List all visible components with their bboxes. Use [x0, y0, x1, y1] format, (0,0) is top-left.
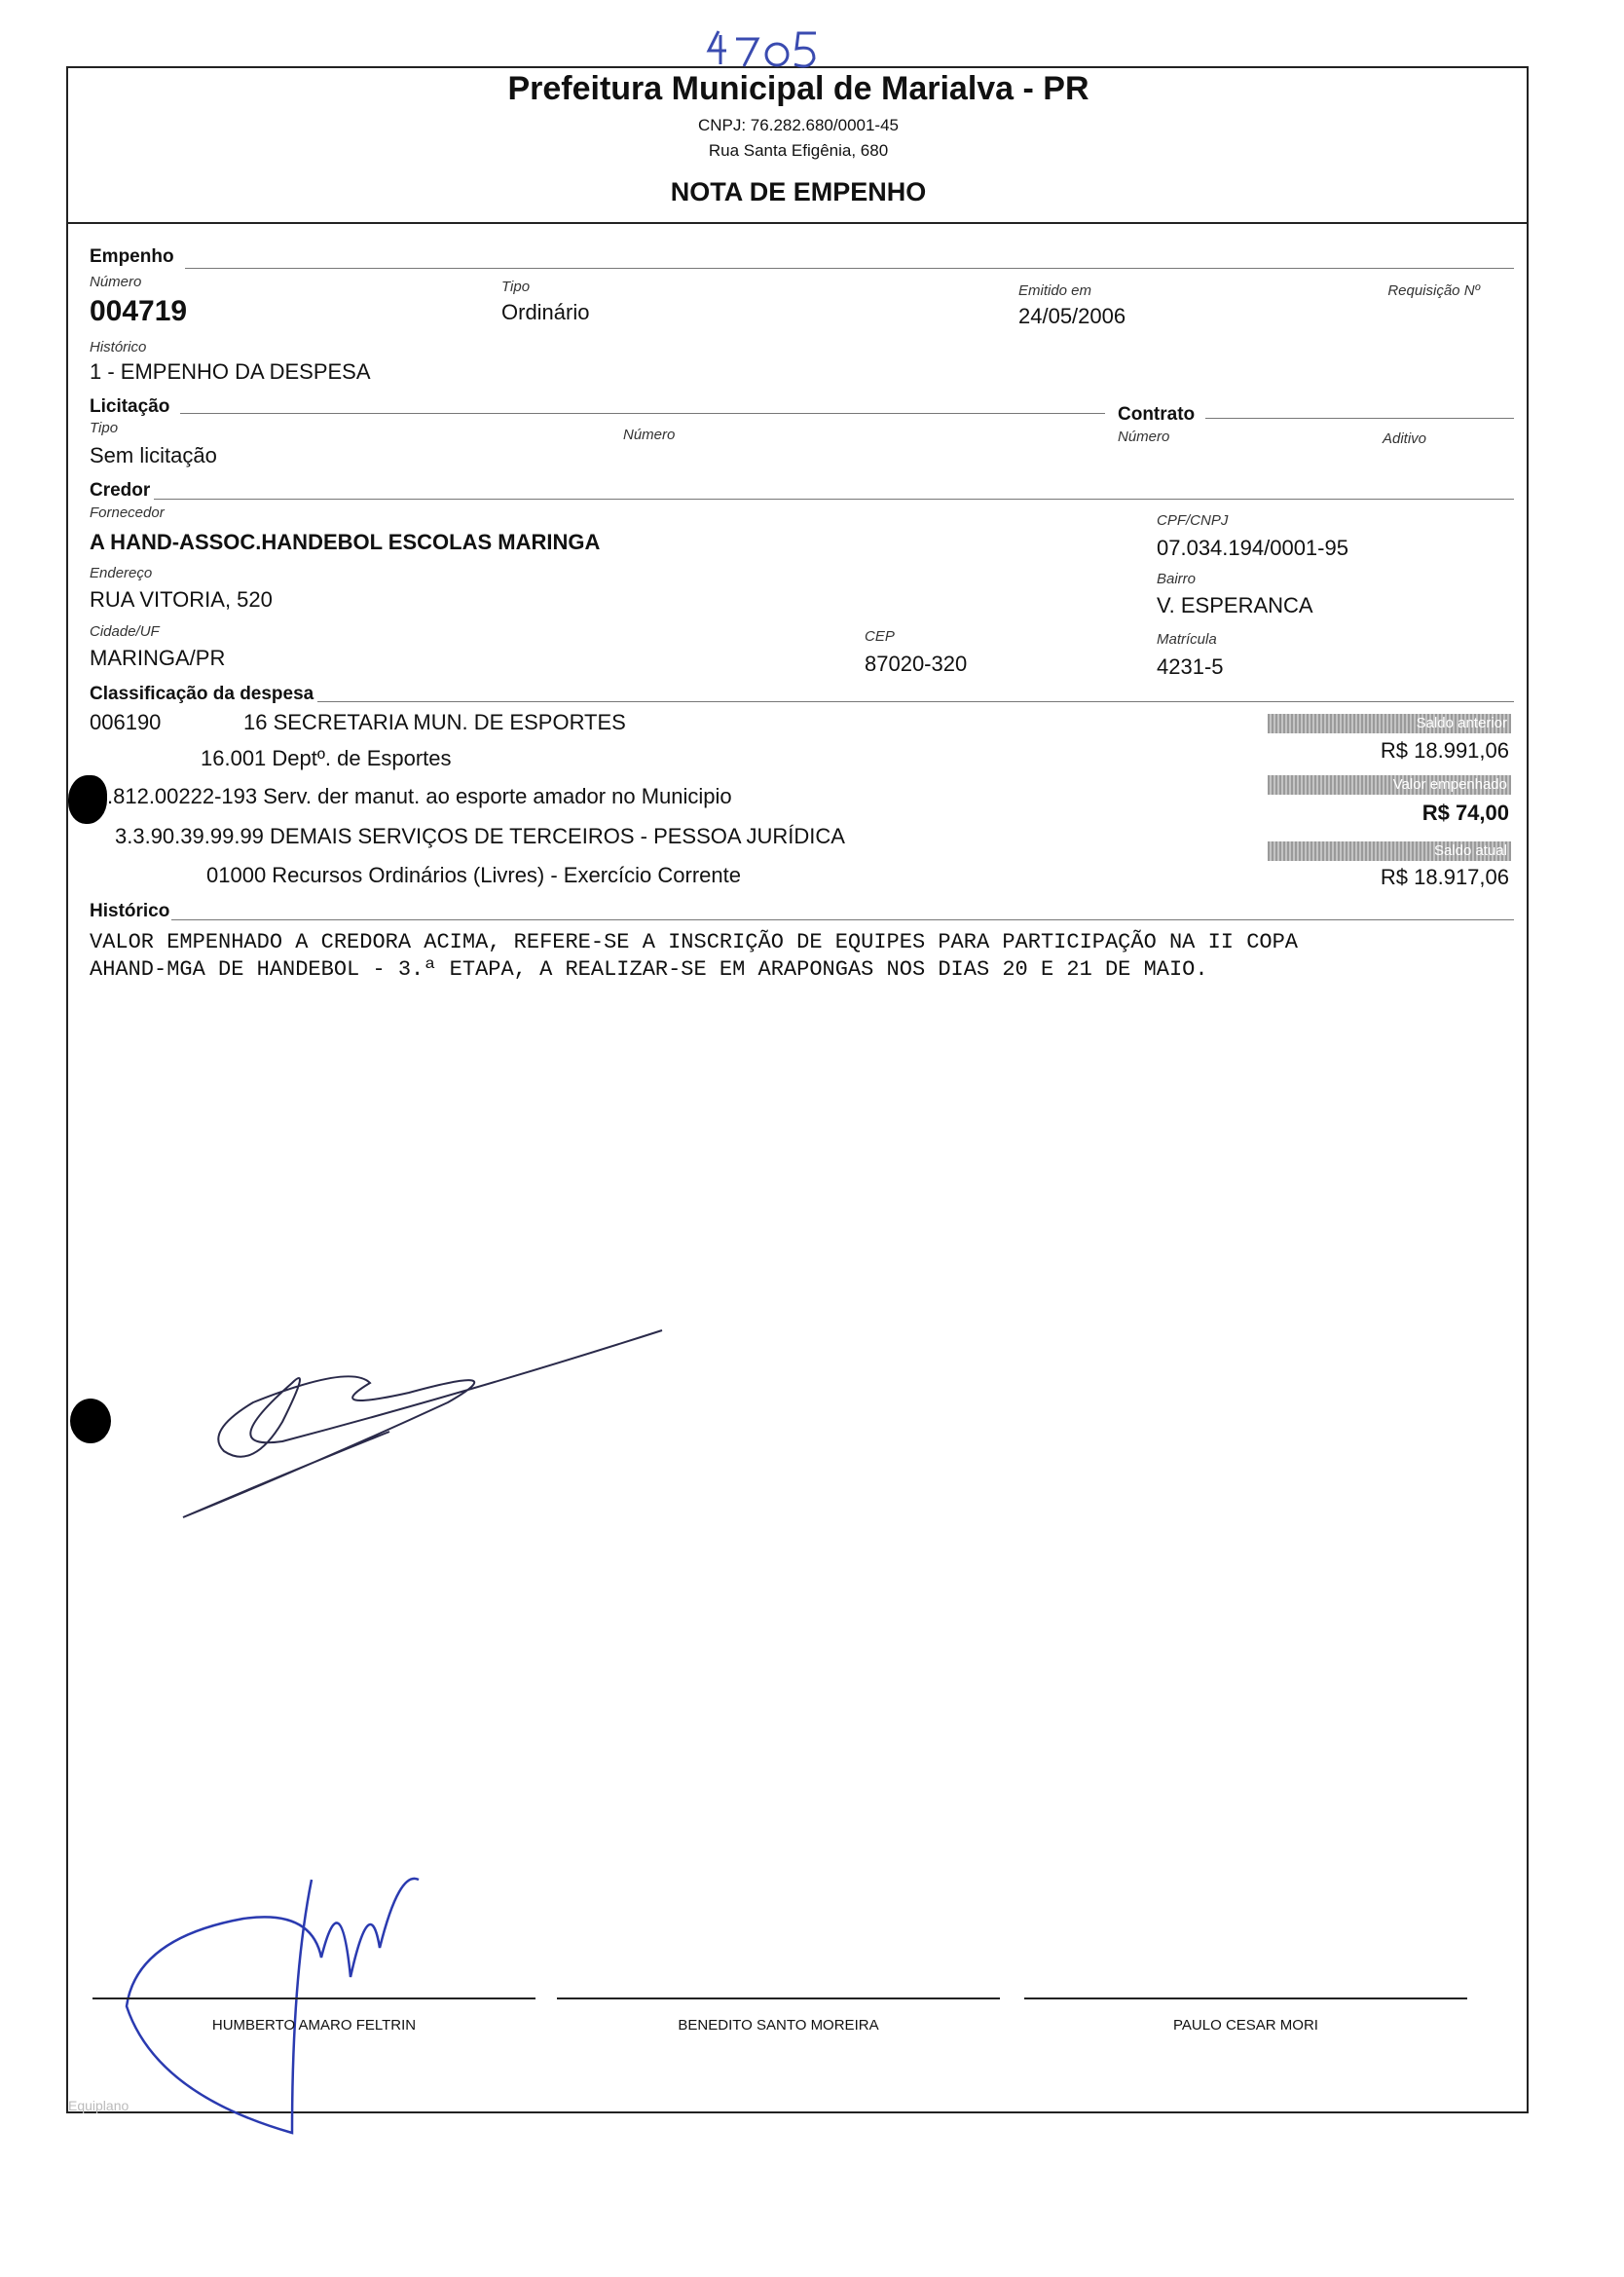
empenho-historico-label: Histórico: [90, 339, 147, 355]
licitacao-section-label: Licitação: [90, 396, 170, 417]
bairro-label: Bairro: [1157, 571, 1197, 587]
empenho-rule: [185, 268, 1514, 269]
classificacao-line2: 16.001 Deptº. de Esportes: [201, 746, 452, 770]
endereco-label: Endereço: [90, 565, 153, 581]
signatory-3: PAULO CESAR MORI: [1173, 2017, 1318, 2034]
cep-value: 87020-320: [865, 652, 968, 676]
header-divider: [66, 222, 1529, 224]
contrato-aditivo-label: Aditivo: [1383, 430, 1427, 447]
licitacao-rule: [180, 413, 1105, 414]
document-title: NOTA DE EMPENHO: [670, 177, 927, 206]
classificacao-line1: 16 SECRETARIA MUN. DE ESPORTES: [243, 710, 626, 734]
bairro-value: V. ESPERANCA: [1157, 593, 1313, 617]
punch-hole-mark: [68, 775, 107, 824]
licitacao-tipo-label: Tipo: [90, 420, 119, 436]
footer-mark: Equiplano: [68, 2098, 129, 2113]
address-line: Rua Santa Efigênia, 680: [708, 141, 889, 160]
empenho-numero-label: Número: [90, 274, 142, 290]
signature-line-3: [1024, 1997, 1467, 1999]
matricula-label: Matrícula: [1157, 631, 1217, 648]
handwritten-number: [701, 21, 847, 72]
classificacao-line4: 3.3.90.39.99.99 DEMAIS SERVIÇOS DE TERCEIROS - PESSOA JURÍDICA: [115, 824, 845, 848]
saldo-anterior-value: R$ 18.991,06: [1380, 738, 1509, 763]
emitido-label: Emitido em: [1018, 282, 1092, 299]
endereco-value: RUA VITORIA, 520: [90, 587, 273, 612]
saldo-atual-label: Saldo atual: [1268, 841, 1511, 861]
empenho-section-label: Empenho: [90, 246, 174, 267]
historico-rule: [171, 919, 1514, 920]
fornecedor-name: A HAND-ASSOC.HANDEBOL ESCOLAS MARINGA: [90, 530, 601, 554]
contrato-numero-label: Número: [1118, 429, 1170, 445]
municipality-title: Prefeitura Municipal de Marialva - PR: [507, 70, 1089, 107]
classificacao-code: 006190: [90, 710, 162, 734]
cpf-label: CPF/CNPJ: [1157, 512, 1229, 529]
fornecedor-label: Fornecedor: [90, 504, 165, 521]
historico-line2: AHAND-MGA DE HANDEBOL - 3.ª ETAPA, A REALIZAR-SE EM ARAPONGAS NOS DIAS 20 E 21 DE MAIO.: [90, 957, 1208, 982]
signature-line-2: [557, 1997, 1000, 1999]
signature-loop: [117, 1860, 428, 2143]
saldo-anterior-label: Saldo anterior: [1268, 714, 1511, 733]
cnpj-line: CNPJ: 76.282.680/0001-45: [697, 116, 900, 134]
empenho-numero: 004719: [90, 295, 188, 327]
historico-line1: VALOR EMPENHADO A CREDORA ACIMA, REFERE-SE A INSCRIÇÃO DE EQUIPES PARA PARTICIPAÇÃO NA II COPA: [90, 930, 1299, 954]
classificacao-section-label: Classificação da despesa: [90, 684, 314, 704]
cpf-value: 07.034.194/0001-95: [1157, 536, 1348, 560]
classificacao-line5: 01000 Recursos Ordinários (Livres) - Exercício Corrente: [206, 863, 741, 887]
classificacao-line3: .812.00222-193 Serv. der manut. ao esporte amador no Municipio: [107, 784, 732, 808]
contrato-section-label: Contrato: [1118, 404, 1196, 425]
signature-scribble: [175, 1325, 682, 1529]
requisicao-label: Requisição Nº: [1387, 282, 1480, 299]
valor-empenhado-label: Valor empenhado: [1268, 775, 1511, 795]
licitacao-tipo: Sem licitação: [90, 443, 217, 467]
signature-line-1: [92, 1997, 535, 1999]
matricula-value: 4231-5: [1157, 654, 1224, 679]
signatory-1: HUMBERTO AMARO FELTRIN: [211, 2017, 417, 2034]
cidade-label: Cidade/UF: [90, 623, 160, 640]
empenho-tipo: Ordinário: [501, 300, 590, 324]
valor-empenhado-value: R$ 74,00: [1421, 801, 1509, 825]
cep-label: CEP: [865, 628, 895, 645]
credor-rule: [154, 499, 1514, 500]
licitacao-numero-label: Número: [623, 427, 676, 443]
punch-hole-mark-2: [70, 1399, 111, 1443]
signatory-2: BENEDITO SANTO MOREIRA: [678, 2017, 879, 2034]
credor-section-label: Credor: [90, 480, 151, 501]
cidade-value: MARINGA/PR: [90, 646, 226, 670]
saldo-atual-value: R$ 18.917,06: [1380, 865, 1509, 889]
emitido-date: 24/05/2006: [1018, 304, 1126, 328]
historico-section-label: Histórico: [90, 901, 170, 921]
contrato-rule: [1205, 418, 1514, 419]
empenho-historico: 1 - EMPENHO DA DESPESA: [90, 359, 371, 384]
empenho-tipo-label: Tipo: [501, 279, 531, 295]
classificacao-rule: [317, 701, 1514, 702]
